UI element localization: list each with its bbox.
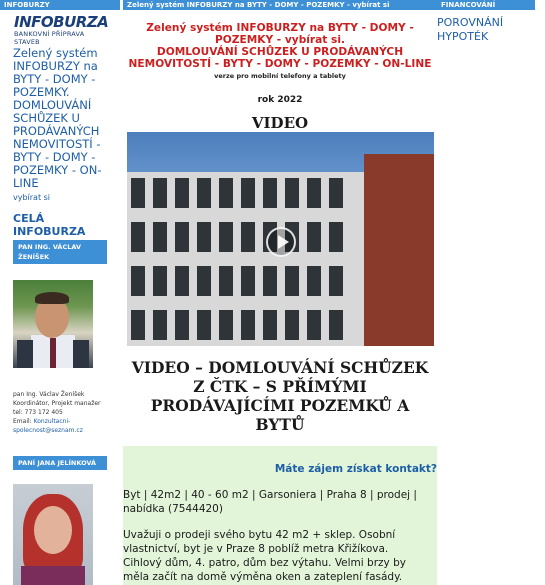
person1-photo [13, 280, 93, 368]
left-sidebar [0, 0, 120, 585]
person2-photo [13, 484, 93, 585]
logo-subtitle: BANKOVNÍ PŘÍPRAVA STAVEB [14, 30, 85, 46]
page-subtitle: verze pro mobilní telefony a tablety [214, 72, 346, 80]
mortgage-comparison-link[interactable]: POROVNÁNÍ HYPOTÉK [437, 16, 504, 43]
video-tower [364, 154, 434, 346]
photo-face [34, 506, 72, 554]
all-infoburza-link[interactable]: CELÁ INFOBURZA [13, 212, 86, 238]
photo-tie [50, 338, 56, 368]
site-description-small: vybírat si [13, 193, 51, 202]
year-label: rok 2022 [257, 95, 303, 105]
infoburza-logo[interactable] [14, 14, 112, 46]
photo-jacket-left [17, 340, 33, 368]
person1-email-label: Email: [13, 418, 32, 425]
listing-title[interactable]: Byt | 42m2 | 40 - 60 m2 | Garsoniera | Praha 8 | prodej | nabídka (7544420) [123, 489, 417, 515]
site-description-link[interactable] [13, 47, 113, 203]
left-header: INFOBURZY [0, 0, 120, 10]
main-content [123, 0, 437, 585]
play-icon[interactable] [266, 227, 296, 257]
video-headline: VIDEO – DOMLOUVÁNÍ SCHŮZEK Z ČTK – S PŘÍMÝMI PRODÁVAJÍCÍMI POZEMKŮ A BYTŮ [131, 358, 429, 434]
right-sidebar [437, 0, 545, 585]
video-player[interactable] [127, 132, 434, 346]
person1-phone: tel: 773 172 405 [13, 409, 63, 416]
logo-text: INFOBURZA [14, 13, 109, 31]
video-label: VIDEO [251, 114, 309, 132]
page-title-line1: Zelený systém INFOBURZY na BYTY - DOMY - POZEMKY - vybírat si. [146, 22, 414, 46]
site-description: Zelený systém INFOBURZY na BYTY - DOMY - POZEMKY. DOMLOUVÁNÍ SCHŮZEK U PRODÁVANÝCH NEMOVITOSTÍ - BYTY - DOMY - POZEMKY - ON-LINE [13, 46, 102, 190]
right-header: FINANCOVÁNÍ [437, 0, 535, 10]
video-building [127, 172, 367, 346]
page-title-line2: DOMLOUVÁNÍ SCHŮZEK U PRODÁVANÝCH NEMOVITOSTÍ - BYTY - DOMY - POZEMKY - ON-LINE [128, 46, 432, 70]
photo-clothes [21, 566, 85, 585]
page-title [123, 22, 437, 70]
person1-header: PAN ING. VÁCLAV ŽENÍŠEK [13, 240, 107, 264]
person1-role: Koordinátor, Projekt manažer [13, 400, 101, 407]
listing-text: Uvažuji o prodeji svého bytu 42 m2 + sklep. Osobní vlastnictví, byt je v Praze 8 poblíž metra Křižíkova. Cihlový dům, 4. patro, dům bez výtahu. Velmi brzy by měla začít na domě výměna oken a zateplení fasády. [123, 529, 406, 583]
person1-email-link[interactable]: Konzultacni-spolecnost@seznam.cz [13, 418, 83, 434]
listing-box [123, 446, 437, 585]
photo-hair [35, 292, 69, 304]
building-windows [127, 172, 367, 346]
contact-link[interactable]: Máte zájem získat kontakt? [274, 463, 437, 475]
person1-name: pan Ing. Václav Ženíšek [13, 391, 85, 398]
center-header: Zelený systém INFOBURZY na BYTY - DOMY - POZEMKY - vybírat si [123, 0, 437, 10]
person2-header: PANÍ JANA JELÍNKOVÁ [13, 456, 107, 470]
photo-jacket-right [73, 340, 89, 368]
person1-info [13, 390, 113, 435]
